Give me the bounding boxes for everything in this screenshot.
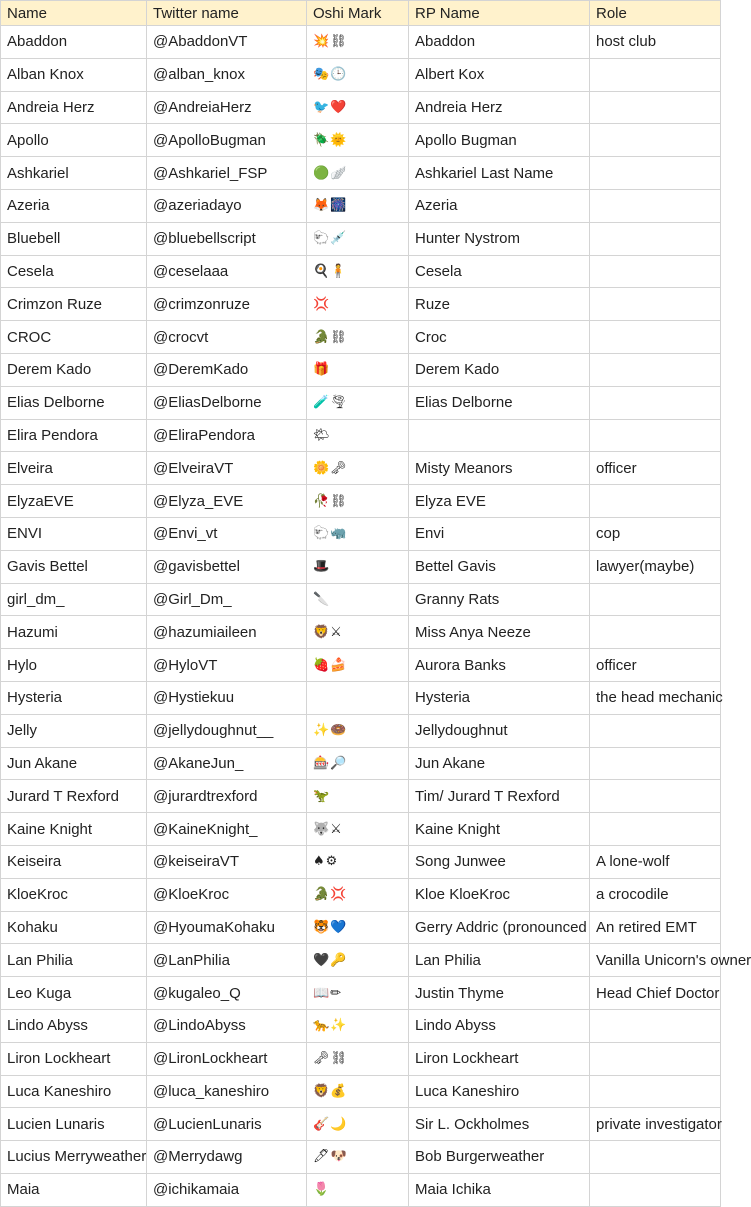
cell-rp-name[interactable]: Derem Kado [409, 353, 590, 386]
cell-rp-name[interactable]: Luca Kaneshiro [409, 1075, 590, 1108]
cell-oshi-mark[interactable]: 🥀⛓ [307, 485, 409, 518]
cell-name[interactable]: Lan Philia [1, 944, 147, 977]
table-row [1, 1042, 721, 1075]
cell-name[interactable]: Liron Lockheart [1, 1042, 147, 1075]
cell-rp-name[interactable]: Kloe KloeKroc [409, 878, 590, 911]
cell-name[interactable]: Gavis Bettel [1, 550, 147, 583]
cell-rp-name[interactable]: Sir L. Ockholmes [409, 1108, 590, 1141]
cell-rp-name[interactable]: Bettel Gavis [409, 550, 590, 583]
cell-twitter-name[interactable]: @HyloVT [147, 649, 307, 682]
cell-rp-name[interactable]: Envi [409, 517, 590, 550]
cell-twitter-name[interactable]: @jellydoughnut__ [147, 714, 307, 747]
cell-rp-name[interactable]: Liron Lockheart [409, 1042, 590, 1075]
cell-twitter-name[interactable]: @Elyza_EVE [147, 485, 307, 518]
cell-name[interactable]: Hylo [1, 649, 147, 682]
cell-role[interactable] [590, 288, 721, 321]
cell-rp-name[interactable]: Song Junwee [409, 845, 590, 878]
cell-role[interactable]: the head mechanic [590, 681, 721, 714]
cell-role[interactable] [590, 157, 721, 190]
cell-twitter-name[interactable]: @jurardtrexford [147, 780, 307, 813]
table-row [1, 878, 721, 911]
cell-twitter-name[interactable]: @HyoumaKohaku [147, 911, 307, 944]
cell-role[interactable]: officer [590, 452, 721, 485]
cell-name[interactable]: Kaine Knight [1, 813, 147, 846]
cell-rp-name[interactable]: Abaddon [409, 26, 590, 59]
cell-name[interactable]: Elias Delborne [1, 386, 147, 419]
cell-role[interactable] [590, 1009, 721, 1042]
cell-oshi-mark[interactable]: 🗝⛓ [307, 1042, 409, 1075]
cell-role[interactable]: A lone-wolf [590, 845, 721, 878]
cell-oshi-mark[interactable]: 🧪🌪 [307, 386, 409, 419]
cell-twitter-name[interactable]: @AbaddonVT [147, 26, 307, 59]
cell-role[interactable] [590, 419, 721, 452]
cell-oshi-mark[interactable]: 🌤 [307, 419, 409, 452]
cell-role[interactable]: Head Chief Doctor [590, 977, 721, 1010]
cell-role[interactable] [590, 353, 721, 386]
cell-twitter-name[interactable]: @EliasDelborne [147, 386, 307, 419]
cell-rp-name[interactable]: Elyza EVE [409, 485, 590, 518]
cell-name[interactable]: Lucien Lunaris [1, 1108, 147, 1141]
cell-twitter-name[interactable]: @ApolloBugman [147, 124, 307, 157]
cell-oshi-mark[interactable]: ♠⚙ [307, 845, 409, 878]
cell-name[interactable]: Cesela [1, 255, 147, 288]
cell-name[interactable]: Hysteria [1, 681, 147, 714]
cell-twitter-name[interactable]: @Envi_vt [147, 517, 307, 550]
cell-twitter-name[interactable]: @alban_knox [147, 58, 307, 91]
cell-rp-name[interactable]: Cesela [409, 255, 590, 288]
cell-twitter-name[interactable]: @LucienLunaris [147, 1108, 307, 1141]
cell-rp-name[interactable]: Maia Ichika [409, 1173, 590, 1206]
cell-oshi-mark[interactable]: 🟢🪽 [307, 157, 409, 190]
header-name[interactable]: Name [1, 1, 147, 26]
cell-name[interactable]: Abaddon [1, 26, 147, 59]
table-row [1, 386, 721, 419]
cell-role[interactable] [590, 1173, 721, 1206]
cell-oshi-mark[interactable]: 🐯💙 [307, 911, 409, 944]
cell-name[interactable]: Jelly [1, 714, 147, 747]
cell-rp-name[interactable]: Aurora Banks [409, 649, 590, 682]
cell-rp-name[interactable]: Ruze [409, 288, 590, 321]
cell-oshi-mark[interactable]: 💢 [307, 288, 409, 321]
cell-rp-name[interactable]: Hunter Nystrom [409, 222, 590, 255]
cell-rp-name[interactable]: Gerry Addric (pronounced [409, 911, 590, 944]
header-twitter-name[interactable]: Twitter name [147, 1, 307, 26]
cell-oshi-mark[interactable]: 🐊⛓ [307, 321, 409, 354]
cell-rp-name[interactable]: Hysteria [409, 681, 590, 714]
table-row [1, 26, 721, 59]
cell-role[interactable] [590, 1141, 721, 1174]
cell-role[interactable] [590, 583, 721, 616]
cell-role[interactable] [590, 222, 721, 255]
cell-oshi-mark[interactable]: 🖤🔑 [307, 944, 409, 977]
cell-oshi-mark[interactable]: 🪲🌞 [307, 124, 409, 157]
cell-name[interactable]: Maia [1, 1173, 147, 1206]
cell-twitter-name[interactable]: @bluebellscript [147, 222, 307, 255]
cell-twitter-name[interactable]: @EliraPendora [147, 419, 307, 452]
cell-rp-name[interactable]: Jellydoughnut [409, 714, 590, 747]
cell-role[interactable]: Vanilla Unicorn's owner [590, 944, 721, 977]
cell-rp-name[interactable]: Justin Thyme [409, 977, 590, 1010]
cell-twitter-name[interactable]: @LanPhilia [147, 944, 307, 977]
cell-name[interactable]: Bluebell [1, 222, 147, 255]
cell-oshi-mark[interactable]: 🎁 [307, 353, 409, 386]
table-body [1, 26, 751, 1207]
cell-rp-name[interactable]: Lan Philia [409, 944, 590, 977]
cell-role[interactable] [590, 189, 721, 222]
cell-name[interactable]: Apollo [1, 124, 147, 157]
table-row [1, 780, 721, 813]
cell-oshi-mark[interactable]: 🖊🐶 [307, 1141, 409, 1174]
cell-oshi-mark[interactable]: 🔪 [307, 583, 409, 616]
cell-name[interactable]: Azeria [1, 189, 147, 222]
cell-name[interactable]: Elveira [1, 452, 147, 485]
cell-oshi-mark[interactable]: 🦁💰 [307, 1075, 409, 1108]
cell-oshi-mark[interactable]: 🐺⚔ [307, 813, 409, 846]
table-row [1, 649, 721, 682]
cell-name[interactable]: Leo Kuga [1, 977, 147, 1010]
cell-oshi-mark[interactable]: 🐑💉 [307, 222, 409, 255]
table-row [1, 1075, 721, 1108]
table-row [1, 1173, 721, 1206]
table-row [1, 1108, 721, 1141]
cell-rp-name[interactable]: Croc [409, 321, 590, 354]
cell-name[interactable]: Keiseira [1, 845, 147, 878]
cell-role[interactable] [590, 747, 721, 780]
header-oshi-mark[interactable]: Oshi Mark [307, 1, 409, 26]
cell-rp-name[interactable]: Kaine Knight [409, 813, 590, 846]
table-row [1, 911, 721, 944]
cell-oshi-mark[interactable]: 🌷 [307, 1173, 409, 1206]
cell-name[interactable]: Derem Kado [1, 353, 147, 386]
cell-role[interactable]: lawyer(maybe) [590, 550, 721, 583]
cell-oshi-mark[interactable]: 🦖 [307, 780, 409, 813]
table-row [1, 616, 721, 649]
cell-oshi-mark[interactable] [307, 681, 409, 714]
table-row [1, 58, 721, 91]
cell-rp-name[interactable]: Apollo Bugman [409, 124, 590, 157]
table-row [1, 189, 721, 222]
table-row [1, 353, 721, 386]
cell-name[interactable]: Lindo Abyss [1, 1009, 147, 1042]
cell-role[interactable] [590, 485, 721, 518]
cell-oshi-mark[interactable]: 🐊💢 [307, 878, 409, 911]
table-row [1, 517, 721, 550]
cell-twitter-name[interactable]: @crocvt [147, 321, 307, 354]
cell-oshi-mark[interactable]: 🎭🕒 [307, 58, 409, 91]
cell-oshi-mark[interactable]: 🦊🎆 [307, 189, 409, 222]
cell-oshi-mark[interactable]: 🦁⚔ [307, 616, 409, 649]
cell-twitter-name[interactable]: @Girl_Dm_ [147, 583, 307, 616]
cell-twitter-name[interactable]: @ichikamaia [147, 1173, 307, 1206]
cell-twitter-name[interactable]: @ceselaaa [147, 255, 307, 288]
cell-rp-name[interactable]: Granny Rats [409, 583, 590, 616]
cell-twitter-name[interactable]: @KaineKnight_ [147, 813, 307, 846]
cell-twitter-name[interactable]: @DeremKado [147, 353, 307, 386]
cell-twitter-name[interactable]: @ElveiraVT [147, 452, 307, 485]
cell-name[interactable]: CROC [1, 321, 147, 354]
cell-twitter-name[interactable]: @keiseiraVT [147, 845, 307, 878]
table-row [1, 157, 721, 190]
cell-role[interactable] [590, 58, 721, 91]
cell-oshi-mark[interactable]: 🐦❤️ [307, 91, 409, 124]
cell-name[interactable]: Luca Kaneshiro [1, 1075, 147, 1108]
cell-role[interactable]: An retired EMT [590, 911, 721, 944]
table-row [1, 1141, 721, 1174]
cell-oshi-mark[interactable]: 📖✏ [307, 977, 409, 1010]
table-row [1, 452, 721, 485]
cell-twitter-name[interactable]: @hazumiaileen [147, 616, 307, 649]
table-row [1, 813, 721, 846]
cell-rp-name[interactable]: Misty Meanors [409, 452, 590, 485]
cell-name[interactable]: ENVI [1, 517, 147, 550]
cell-rp-name[interactable]: Albert Kox [409, 58, 590, 91]
cell-name[interactable]: Crimzon Ruze [1, 288, 147, 321]
cell-rp-name[interactable]: Andreia Herz [409, 91, 590, 124]
cell-oshi-mark[interactable]: 💥⛓ [307, 26, 409, 59]
header-role[interactable]: Role [590, 1, 721, 26]
cell-name[interactable]: girl_dm_ [1, 583, 147, 616]
cell-twitter-name[interactable]: @LindoAbyss [147, 1009, 307, 1042]
cell-twitter-name[interactable]: @kugaleo_Q [147, 977, 307, 1010]
cell-twitter-name[interactable]: @AndreiaHerz [147, 91, 307, 124]
cell-twitter-name[interactable]: @azeriadayo [147, 189, 307, 222]
cell-twitter-name[interactable]: @AkaneJun_ [147, 747, 307, 780]
table-row [1, 681, 721, 714]
cell-name[interactable]: Jurard T Rexford [1, 780, 147, 813]
cell-rp-name[interactable]: Jun Akane [409, 747, 590, 780]
cell-role[interactable]: cop [590, 517, 721, 550]
cell-rp-name[interactable]: Lindo Abyss [409, 1009, 590, 1042]
cell-name[interactable]: Lucius Merryweather [1, 1141, 147, 1174]
cell-oshi-mark[interactable]: 🍓🍰 [307, 649, 409, 682]
cell-role[interactable] [590, 1075, 721, 1108]
cell-oshi-mark[interactable]: 🎰🔎 [307, 747, 409, 780]
table-row [1, 747, 721, 780]
table-row [1, 222, 721, 255]
cell-name[interactable]: KloeKroc [1, 878, 147, 911]
cell-twitter-name[interactable]: @LironLockheart [147, 1042, 307, 1075]
cell-role[interactable] [590, 91, 721, 124]
table-row [1, 288, 721, 321]
table-row [1, 1009, 721, 1042]
table-row [1, 977, 721, 1010]
cell-name[interactable]: Jun Akane [1, 747, 147, 780]
cell-oshi-mark[interactable]: 🐆✨ [307, 1009, 409, 1042]
cell-rp-name[interactable]: Elias Delborne [409, 386, 590, 419]
cell-name[interactable]: ElyzaEVE [1, 485, 147, 518]
cell-role[interactable] [590, 780, 721, 813]
cell-rp-name[interactable]: Azeria [409, 189, 590, 222]
table-row [1, 944, 721, 977]
cell-oshi-mark[interactable]: 🎩 [307, 550, 409, 583]
cell-rp-name[interactable]: Ashkariel Last Name [409, 157, 590, 190]
cell-name[interactable]: Hazumi [1, 616, 147, 649]
table-row [1, 845, 721, 878]
header-rp-name[interactable]: RP Name [409, 1, 590, 26]
cell-name[interactable]: Alban Knox [1, 58, 147, 91]
cell-twitter-name[interactable]: @gavisbettel [147, 550, 307, 583]
cell-role[interactable] [590, 124, 721, 157]
cell-oshi-mark[interactable]: 🎸🌙 [307, 1108, 409, 1141]
cell-role[interactable]: private investigator [590, 1108, 721, 1141]
cell-oshi-mark[interactable]: 🍳🧍 [307, 255, 409, 288]
cell-role[interactable] [590, 321, 721, 354]
cell-name[interactable]: Ashkariel [1, 157, 147, 190]
cell-rp-name[interactable]: Bob Burgerweather [409, 1141, 590, 1174]
cell-twitter-name[interactable]: @KloeKroc [147, 878, 307, 911]
cell-oshi-mark[interactable]: 🐑🦏 [307, 517, 409, 550]
cell-twitter-name[interactable]: @luca_kaneshiro [147, 1075, 307, 1108]
cell-twitter-name[interactable]: @crimzonruze [147, 288, 307, 321]
cell-role[interactable] [590, 616, 721, 649]
cell-rp-name[interactable] [409, 419, 590, 452]
table-row [1, 583, 721, 616]
table-row [1, 550, 721, 583]
cell-role[interactable]: officer [590, 649, 721, 682]
table-row [1, 255, 721, 288]
cell-role[interactable]: a crocodile [590, 878, 721, 911]
table-row [1, 714, 721, 747]
cell-oshi-mark[interactable]: ✨🍩 [307, 714, 409, 747]
header-row [1, 1, 721, 26]
cell-name[interactable]: Andreia Herz [1, 91, 147, 124]
cell-oshi-mark[interactable]: 🌼🗝 [307, 452, 409, 485]
table-row [1, 485, 721, 518]
cell-rp-name[interactable]: Miss Anya Neeze [409, 616, 590, 649]
cell-twitter-name[interactable]: @Hystiekuu [147, 681, 307, 714]
table-row [1, 124, 721, 157]
cell-role[interactable] [590, 1042, 721, 1075]
cell-rp-name[interactable]: Tim/ Jurard T Rexford [409, 780, 590, 813]
cell-name[interactable]: Kohaku [1, 911, 147, 944]
cell-twitter-name[interactable]: @Merrydawg [147, 1141, 307, 1174]
cell-role[interactable] [590, 255, 721, 288]
cell-role[interactable] [590, 813, 721, 846]
cell-role[interactable]: host club [590, 26, 721, 59]
cell-role[interactable] [590, 386, 721, 419]
cell-name[interactable]: Elira Pendora [1, 419, 147, 452]
table-row [1, 91, 721, 124]
cell-role[interactable] [590, 714, 721, 747]
table-row [1, 321, 721, 354]
cell-twitter-name[interactable]: @Ashkariel_FSP [147, 157, 307, 190]
table-row [1, 419, 721, 452]
